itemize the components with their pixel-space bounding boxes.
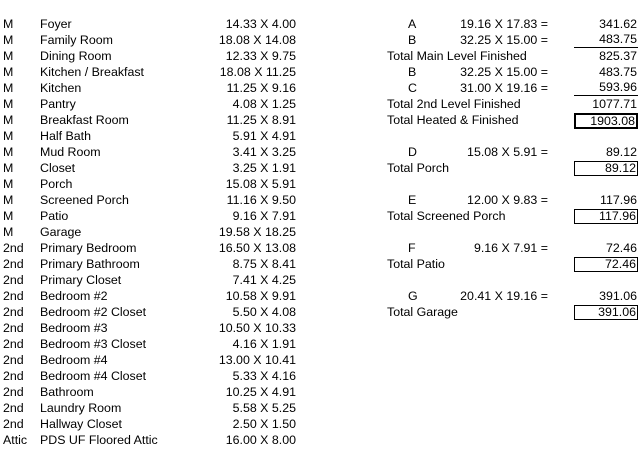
room-level: M bbox=[3, 113, 14, 127]
total-label: Total Patio bbox=[387, 257, 445, 271]
room-name: Laundry Room bbox=[40, 401, 122, 415]
room-dimensions: 16.50 X 13.08 bbox=[218, 241, 296, 255]
calc-code: B bbox=[408, 33, 417, 47]
room-row bbox=[0, 384, 310, 400]
room-level: M bbox=[3, 145, 14, 159]
room-level: 2nd bbox=[3, 369, 24, 383]
calc-code: G bbox=[408, 289, 418, 303]
room-level: M bbox=[3, 17, 14, 31]
room-level: 2nd bbox=[3, 289, 24, 303]
room-dimensions: 4.16 X 1.91 bbox=[232, 337, 296, 351]
room-name: Mud Room bbox=[40, 145, 101, 159]
room-row bbox=[0, 240, 310, 256]
room-dimensions: 8.75 X 8.41 bbox=[232, 257, 296, 271]
total-value-box: 391.06 bbox=[574, 305, 638, 320]
calc-row-a bbox=[384, 16, 640, 32]
room-dimensions: 18.08 X 11.25 bbox=[219, 65, 296, 79]
room-level: 2nd bbox=[3, 401, 24, 415]
calc-formula: 32.25 X 15.00 = bbox=[460, 65, 548, 79]
room-name: Kitchen bbox=[40, 81, 82, 95]
room-level: 2nd bbox=[3, 353, 24, 367]
room-name: Bedroom #2 bbox=[40, 289, 108, 303]
room-name: Bedroom #4 Closet bbox=[40, 369, 147, 383]
room-row bbox=[0, 144, 310, 160]
room-dimensions: 18.08 X 14.08 bbox=[218, 33, 296, 47]
room-row bbox=[0, 256, 310, 272]
calc-row-b bbox=[384, 32, 640, 48]
calc-formula: 20.41 X 19.16 = bbox=[460, 289, 548, 303]
room-level: 2nd bbox=[3, 305, 24, 319]
room-name: Bathroom bbox=[40, 385, 94, 399]
calc-formula: 19.16 X 17.83 = bbox=[460, 17, 548, 31]
room-row bbox=[0, 336, 310, 352]
calc-value: 391.06 bbox=[599, 289, 637, 303]
total-value-box: 117.96 bbox=[574, 209, 638, 224]
room-name: Bedroom #3 Closet bbox=[40, 337, 147, 351]
room-level: M bbox=[3, 49, 14, 63]
room-name: Bedroom #2 Closet bbox=[40, 305, 147, 319]
room-dimensions: 10.25 X 4.91 bbox=[225, 385, 296, 399]
room-row bbox=[0, 224, 310, 240]
room-row bbox=[0, 192, 310, 208]
calc-row-d bbox=[384, 144, 640, 160]
calc-formula: 9.16 X 7.91 = bbox=[473, 241, 548, 255]
room-level: M bbox=[3, 129, 14, 143]
room-dimensions: 5.33 X 4.16 bbox=[232, 369, 296, 383]
room-dimensions: 3.25 X 1.91 bbox=[232, 161, 296, 175]
room-row bbox=[0, 96, 310, 112]
calc-code: E bbox=[408, 193, 417, 207]
spacer bbox=[384, 224, 640, 240]
room-name: Foyer bbox=[40, 17, 72, 31]
room-name: Screened Porch bbox=[40, 193, 129, 207]
room-level: M bbox=[3, 97, 14, 111]
room-row bbox=[0, 304, 310, 320]
room-level: M bbox=[3, 33, 14, 47]
room-row bbox=[0, 272, 310, 288]
total-patio-row bbox=[384, 256, 640, 272]
room-dimensions: 5.50 X 4.08 bbox=[232, 305, 296, 319]
calc-value: 117.96 bbox=[600, 193, 637, 207]
room-name: Primary Bedroom bbox=[40, 241, 137, 255]
room-name: Hallway Closet bbox=[40, 417, 122, 431]
calc-code: C bbox=[408, 81, 417, 95]
spacer bbox=[384, 128, 640, 144]
room-dimensions: 15.08 X 5.91 bbox=[225, 177, 296, 191]
room-level: M bbox=[3, 81, 14, 95]
calc-formula: 32.25 X 15.00 = bbox=[460, 33, 548, 47]
room-name: Half Bath bbox=[40, 129, 91, 143]
total-garage-row bbox=[384, 304, 640, 320]
room-dimensions: 14.33 X 4.00 bbox=[225, 17, 296, 31]
total-label: Total 2nd Level Finished bbox=[387, 97, 521, 111]
room-dimensions-table bbox=[0, 16, 310, 448]
room-row bbox=[0, 432, 310, 448]
room-row bbox=[0, 416, 310, 432]
calc-formula: 15.08 X 5.91 = bbox=[467, 145, 548, 159]
room-name: Porch bbox=[40, 177, 73, 191]
room-dimensions: 11.16 X 9.50 bbox=[226, 193, 296, 207]
room-level: M bbox=[3, 225, 14, 239]
room-row bbox=[0, 16, 310, 32]
room-dimensions: 4.08 X 1.25 bbox=[232, 97, 296, 111]
calc-value: 89.12 bbox=[605, 145, 637, 159]
total-value-box: 72.46 bbox=[574, 257, 638, 272]
room-level: Attic bbox=[3, 433, 28, 447]
calc-code: B bbox=[408, 65, 417, 79]
room-row bbox=[0, 80, 310, 96]
room-name: Family Room bbox=[40, 33, 113, 47]
room-dimensions: 11.25 X 8.91 bbox=[226, 113, 296, 127]
room-level: 2nd bbox=[3, 241, 24, 255]
room-row bbox=[0, 48, 310, 64]
room-name: Bedroom #3 bbox=[40, 321, 108, 335]
room-dimensions: 13.00 X 10.41 bbox=[218, 353, 296, 367]
room-name: Bedroom #4 bbox=[40, 353, 108, 367]
room-name: Closet bbox=[40, 161, 76, 175]
room-level: 2nd bbox=[3, 257, 24, 271]
room-name: Pantry bbox=[40, 97, 76, 111]
room-name: Dining Room bbox=[40, 49, 112, 63]
room-row bbox=[0, 352, 310, 368]
calc-code: D bbox=[408, 145, 417, 159]
room-dimensions: 19.58 X 18.25 bbox=[218, 225, 296, 239]
room-row bbox=[0, 368, 310, 384]
room-dimensions: 2.50 X 1.50 bbox=[232, 417, 296, 431]
calc-formula: 12.00 X 9.83 = bbox=[467, 193, 548, 207]
room-row bbox=[0, 176, 310, 192]
total-main-level-row bbox=[384, 48, 640, 64]
room-level: 2nd bbox=[3, 417, 24, 431]
calc-value: 593.96 bbox=[574, 80, 638, 96]
total-label: Total Screened Porch bbox=[387, 209, 506, 223]
room-dimensions: 7.41 X 4.25 bbox=[232, 273, 296, 287]
total-value-box: 1903.08 bbox=[574, 113, 638, 129]
total-value: 1077.71 bbox=[592, 97, 637, 111]
room-level: M bbox=[3, 177, 14, 191]
room-dimensions: 10.50 X 10.33 bbox=[218, 321, 296, 335]
room-dimensions: 11.25 X 9.16 bbox=[226, 81, 296, 95]
room-name: Breakfast Room bbox=[40, 113, 129, 127]
total-value-box: 89.12 bbox=[574, 161, 638, 176]
room-name: Kitchen / Breakfast bbox=[40, 65, 144, 79]
total-porch-row bbox=[384, 160, 640, 176]
room-dimensions: 10.58 X 9.91 bbox=[225, 289, 296, 303]
room-level: M bbox=[3, 209, 14, 223]
room-level: 2nd bbox=[3, 321, 24, 335]
room-level: 2nd bbox=[3, 273, 24, 287]
room-dimensions: 16.00 X 8.00 bbox=[225, 433, 296, 447]
room-dimensions: 12.33 X 9.75 bbox=[225, 49, 296, 63]
room-level: M bbox=[3, 161, 14, 175]
room-row bbox=[0, 208, 310, 224]
total-label: Total Main Level Finished bbox=[387, 49, 527, 63]
room-dimensions: 3.41 X 3.25 bbox=[232, 145, 296, 159]
room-row bbox=[0, 160, 310, 176]
calc-value: 341.62 bbox=[599, 17, 637, 31]
calc-row-b2 bbox=[384, 64, 640, 80]
calc-code: A bbox=[408, 17, 417, 31]
total-heated-row bbox=[384, 112, 640, 128]
total-label: Total Heated & Finished bbox=[387, 113, 519, 127]
calc-code: F bbox=[408, 241, 416, 255]
room-row bbox=[0, 288, 310, 304]
calc-row-f bbox=[384, 240, 640, 256]
room-row bbox=[0, 320, 310, 336]
room-name: Garage bbox=[40, 225, 82, 239]
total-screened-porch-row bbox=[384, 208, 640, 224]
calc-value: 72.46 bbox=[605, 241, 637, 255]
area-calculations-table bbox=[384, 16, 640, 320]
calc-row-g bbox=[384, 288, 640, 304]
calc-value: 483.75 bbox=[599, 65, 637, 79]
room-row bbox=[0, 64, 310, 80]
room-row bbox=[0, 400, 310, 416]
spacer bbox=[384, 176, 640, 192]
spacer bbox=[384, 272, 640, 288]
calc-formula: 31.00 X 19.16 = bbox=[460, 81, 548, 95]
room-level: M bbox=[3, 193, 14, 207]
total-label: Total Garage bbox=[387, 305, 458, 319]
room-name: Patio bbox=[40, 209, 69, 223]
total-second-level-row bbox=[384, 96, 640, 112]
room-level: M bbox=[3, 65, 14, 79]
room-row bbox=[0, 32, 310, 48]
room-row bbox=[0, 128, 310, 144]
room-level: 2nd bbox=[3, 337, 24, 351]
room-name: Primary Bathroom bbox=[40, 257, 140, 271]
room-row bbox=[0, 112, 310, 128]
room-dimensions: 9.16 X 7.91 bbox=[232, 209, 296, 223]
room-dimensions: 5.91 X 4.91 bbox=[232, 129, 296, 143]
calc-row-c bbox=[384, 80, 640, 96]
calc-row-e bbox=[384, 192, 640, 208]
calc-value: 483.75 bbox=[574, 32, 638, 48]
room-dimensions: 5.58 X 5.25 bbox=[232, 401, 296, 415]
room-name: Primary Closet bbox=[40, 273, 122, 287]
total-label: Total Porch bbox=[387, 161, 449, 175]
room-level: 2nd bbox=[3, 385, 24, 399]
room-name: PDS UF Floored Attic bbox=[40, 433, 158, 447]
total-value: 825.37 bbox=[599, 49, 637, 63]
